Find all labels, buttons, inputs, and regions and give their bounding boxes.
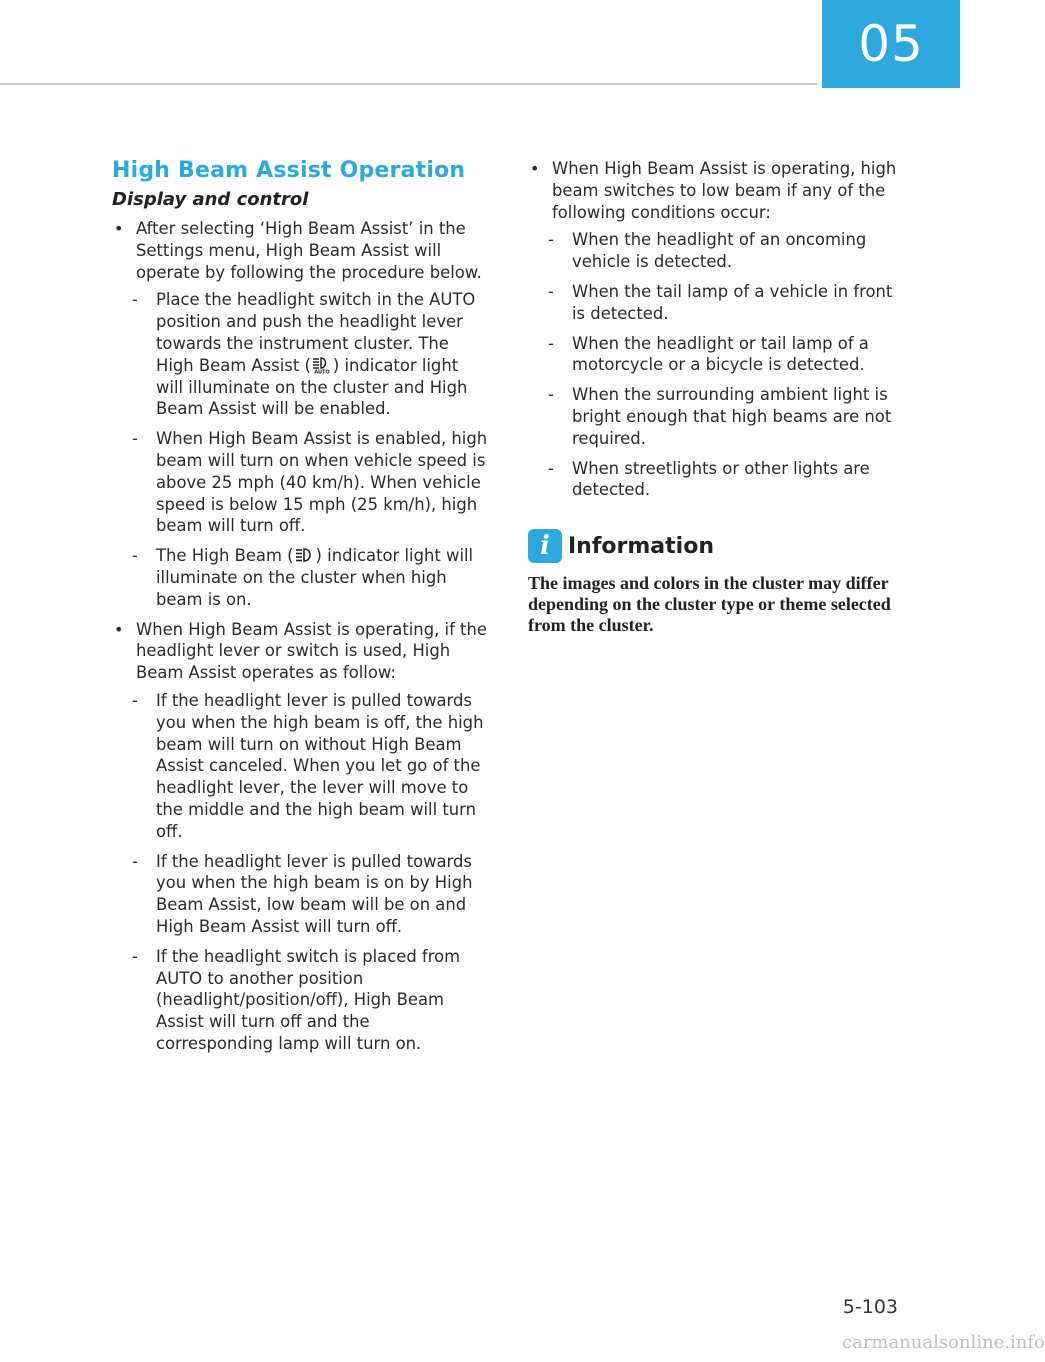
chapter-tab: 05: [822, 0, 960, 88]
sub-item: [112, 690, 490, 843]
sub-item: [528, 281, 908, 325]
dash: -: [548, 385, 554, 405]
dash: -: [132, 946, 138, 966]
bullet-dot: •: [530, 159, 540, 178]
left-column: [112, 158, 490, 1063]
sub-text: If the headlight switch is placed from AUTO to another position (headlight/position/off), High Beam Assist will turn off and the corresponding lamp will turn on.: [156, 946, 461, 1053]
sub-item: [112, 946, 490, 1055]
dash: -: [132, 851, 138, 871]
sub-text: If the headlight lever is pulled towards you when the high beam is on by High Beam Assist, low beam will be on and High Beam Assist will turn off.: [156, 851, 473, 936]
header-rule: [0, 83, 818, 85]
bullet-item: [112, 218, 490, 283]
high-beam-icon: [294, 546, 316, 564]
sub-text: When the headlight of an oncoming vehicle is detected.: [572, 230, 867, 272]
sub-item: [112, 428, 490, 537]
sub-text: When the surrounding ambient light is bright enough that high beams are not required.: [572, 385, 892, 448]
sub-item: [528, 384, 908, 449]
sub-text: ) indicator light will illuminate on the cluster when high beam is on.: [156, 546, 474, 609]
subsection-title: Display and control: [112, 189, 309, 210]
bullet-dot: •: [114, 619, 124, 639]
bullet-item: [528, 158, 908, 223]
high-beam-assist-icon: [311, 356, 333, 374]
info-body: The images and colors in the cluster may differ depending on the cluster type or theme selected from the cluster.: [528, 573, 891, 636]
bullet-dot: •: [114, 219, 124, 238]
dash: -: [548, 458, 554, 478]
dash: -: [548, 281, 554, 301]
dash: -: [132, 429, 138, 449]
sub-text: When streetlights or other lights are detected.: [572, 458, 870, 500]
dash: -: [548, 333, 554, 353]
dash: -: [132, 690, 138, 710]
dash: -: [548, 230, 554, 250]
sub-item: [528, 229, 908, 273]
sub-item: [112, 851, 490, 938]
info-header: [528, 529, 908, 563]
sub-text: Place the headlight switch in the AUTO position and push the headlight lever towards the instrument cluster. The High Beam Assist (: [156, 290, 476, 375]
sub-text: When High Beam Assist is enabled, high beam will turn on when vehicle speed is above 25 mph (40 km/h). When vehicle speed is below 15 mph (25 km/h), high beam will turn off.: [156, 429, 488, 536]
info-icon: i: [528, 529, 562, 563]
bullet-text: When High Beam Assist is operating, if the headlight lever or switch is used, High Beam Assist operates as follow:: [136, 619, 487, 683]
bullet-text: When High Beam Assist is operating, high beam switches to low beam if any of the following conditions occur:: [552, 159, 897, 222]
sub-item: [528, 333, 908, 377]
sub-text: The High Beam (: [156, 546, 294, 566]
sub-text: ) indicator light will illuminate on the cluster and High Beam Assist will be enabled.: [156, 355, 468, 419]
bullet-text: After selecting ‘High Beam Assist’ in the Settings menu, High Beam Assist will operate by following the procedure below.: [136, 219, 482, 282]
info-title: Information: [568, 533, 714, 559]
dash: -: [132, 290, 138, 310]
svg-text:AUTO: AUTO: [314, 369, 330, 376]
section-title: High Beam Assist Operation: [112, 158, 466, 183]
page-number: 5-103: [842, 1296, 898, 1318]
watermark: carmanualsonline.info: [842, 1332, 1045, 1353]
sub-text: If the headlight lever is pulled towards you when the high beam is off, the high beam will turn on without High Beam Assist canceled. When you let go of the headlight lever, the lever will move to the middle and the high beam will turn off.: [156, 690, 484, 841]
sub-text: When the headlight or tail lamp of a motorcycle or a bicycle is detected.: [572, 333, 869, 375]
bullet-item: [112, 619, 490, 684]
sub-item: [112, 289, 490, 420]
sub-item: [528, 458, 908, 502]
right-column: [528, 158, 908, 636]
dash: -: [132, 546, 138, 566]
sub-text: When the tail lamp of a vehicle in front is detected.: [572, 281, 893, 323]
sub-item: [112, 545, 490, 610]
